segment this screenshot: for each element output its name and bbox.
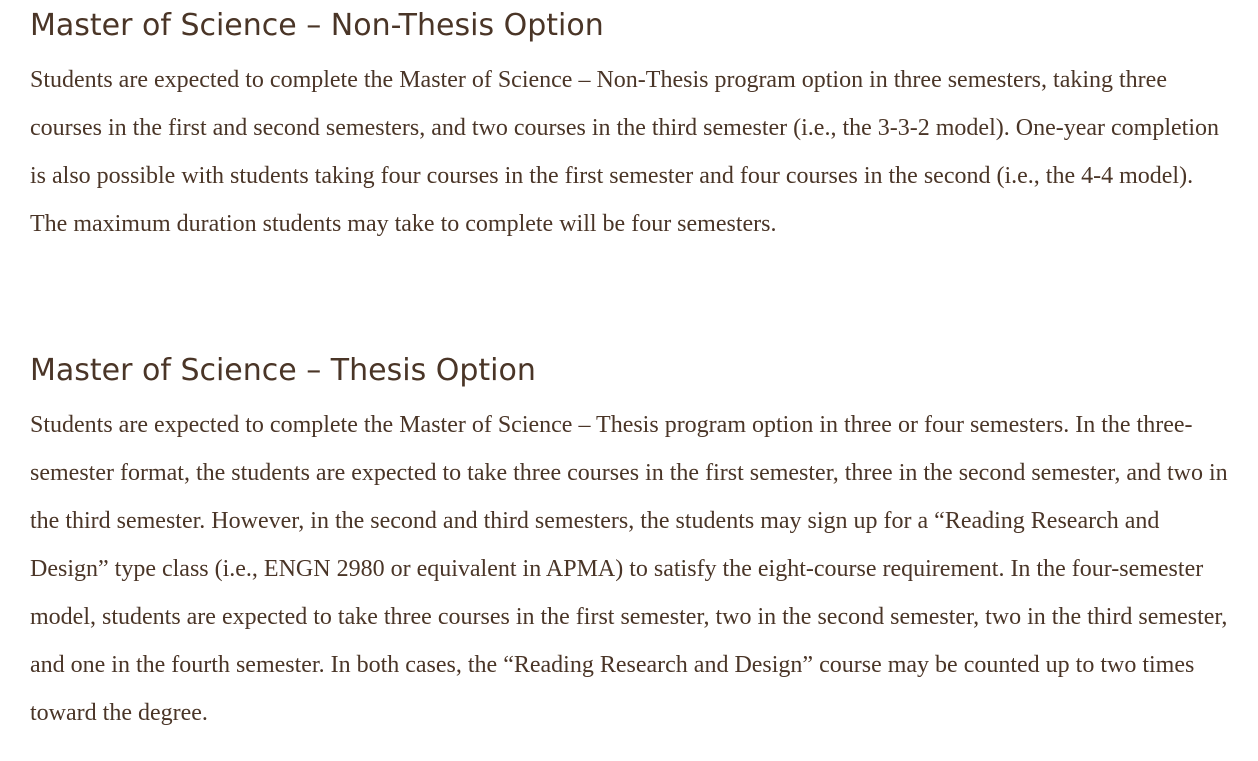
section-spacer xyxy=(30,296,1230,345)
main-content xyxy=(30,0,1230,737)
non-thesis-section xyxy=(30,0,1230,296)
thesis-heading: Master of Science – Thesis Option xyxy=(30,353,536,388)
non-thesis-description: Students are expected to complete the Master of Science – Non-Thesis program option in three semesters, taking three courses in the first and second semesters, and two courses in the third semester (i.e., the 3-3-2 model). One-year completion is also possible with students taking four courses in the first semester and four courses in the second (i.e., the 4-4 model). The maximum duration students may take to complete will be four semesters. xyxy=(30,67,1219,237)
non-thesis-heading: Master of Science – Non-Thesis Option xyxy=(30,8,604,43)
thesis-section xyxy=(30,345,1230,737)
thesis-description: Students are expected to complete the Master of Science – Thesis program option in three or four semesters. In the three-semester format, the students are expected to take three courses in the first semester, three in the second semester, and two in the third semester. However, in the second and third semesters, the students may sign up for a “Reading Research and Design” type class (i.e., ENGN 2980 or equivalent in APMA) to satisfy the eight-course requirement. In the four-semester model, students are expected to take three courses in the first semester, two in the second semester, two in the third semester, and one in the fourth semester. In both cases, the “Reading Research and Design” course may be counted up to two times toward the degree. xyxy=(30,412,1228,726)
